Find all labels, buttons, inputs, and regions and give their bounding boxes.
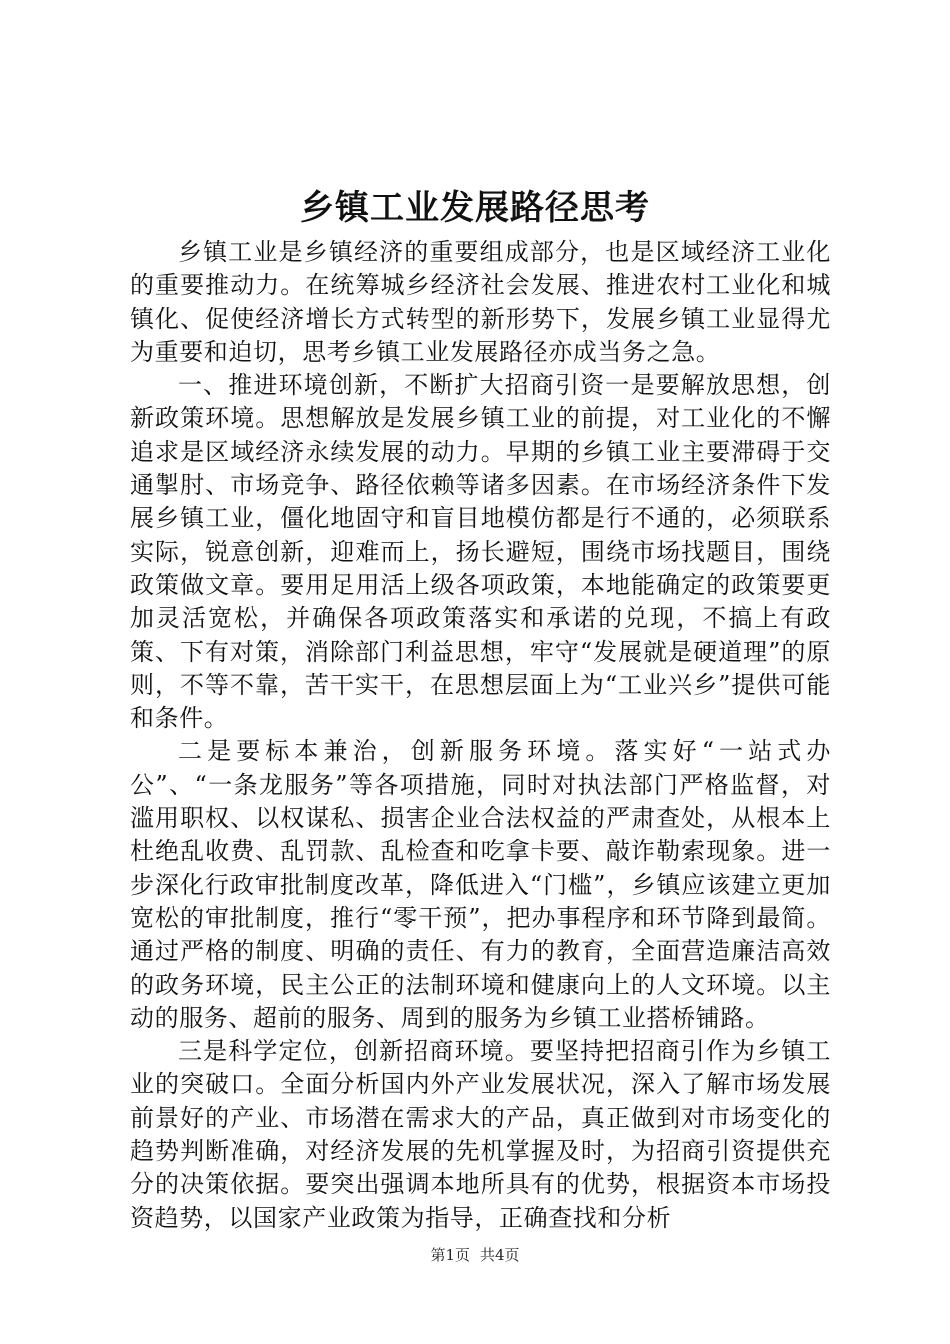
page-total: 共4页 xyxy=(480,1246,520,1264)
page-number: 第1页 xyxy=(430,1246,470,1264)
paragraph-section-2: 二是要标本兼治，创新服务环境。落实好“一站式办公”、“一条龙服务”等各项措施，同时对执法部门严格监督，对滥用职权、以权谋私、损害企业合法权益的严肃查处，从根本上杜绝乱收费、乱罚款、乱检查和吃拿卡要、敲诈勒索现象。进一步深化行政审批制度改革，降低进入“门槛”，乡镇应该建立更加宽松的审批制度，推行“零干预”，把办事程序和环节降到最简。通过严格的制度、明确的责任、有力的教育，全面营造廉洁高效的政务环境，民主公正的法制环境和健康向上的人文环境。以主动的服务、超前的服务、周到的服务为乡镇工业搭桥铺路。 xyxy=(130,737,831,1032)
document-body xyxy=(130,236,831,1235)
paragraph-section-1: 一、推进环境创新，不断扩大招商引资一是要解放思想，创新政策环境。思想解放是发展乡镇工业的前提，对工业化的不懈追求是区域经济永续发展的动力。早期的乡镇工业主要滞碍于交通掣肘、市场竞争、路径依赖等诸多因素。在市场经济条件下发展乡镇工业，僵化地固守和盲目地模仿都是行不通的，必须联系实际，锐意创新，迎难而上，扬长避短，围绕市场找题目，围绕政策做文章。要用足用活上级各项政策，本地能确定的政策要更加灵活宽松，并确保各项政策落实和承诺的兑现，不搞上有政策、下有对策，消除部门利益思想，牢守“发展就是硬道理”的原则，不等不靠，苦干实干，在思想层面上为“工业兴乡”提供可能和条件。 xyxy=(130,371,831,733)
document-title: 乡镇工业发展路径思考 xyxy=(300,188,650,228)
paragraph-section-3: 三是科学定位，创新招商环境。要坚持把招商引作为乡镇工业的突破口。全面分析国内外产业发展状况，深入了解市场发展前景好的产业、市场潜在需求大的产品，真正做到对市场变化的趋势判断准确，对经济发展的先机掌握及时，为招商引资提供充分的决策依据。要突出强调本地所具有的优势，根据资本市场投资趋势，以国家产业政策为指导，正确查找和分析 xyxy=(130,1037,831,1232)
page-footer xyxy=(0,1245,950,1265)
paragraph-intro: 乡镇工业是乡镇经济的重要组成部分，也是区域经济工业化的重要推动力。在统筹城乡经济社会发展、推进农村工业化和城镇化、促使经济增长方式转型的新形势下，发展乡镇工业显得尤为重要和迫切，思考乡镇工业发展路径亦成当务之急。 xyxy=(130,238,831,366)
